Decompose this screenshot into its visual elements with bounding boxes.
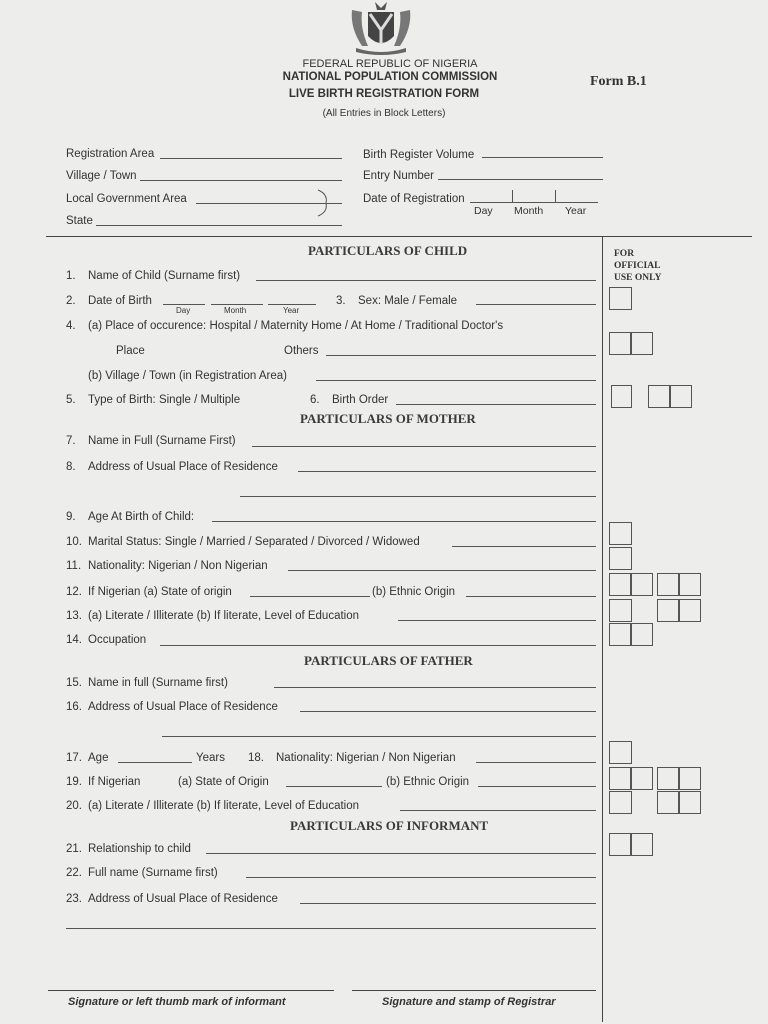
father-education-field[interactable] bbox=[400, 810, 596, 811]
official-box-m-edu-1[interactable] bbox=[657, 599, 680, 622]
mother-occupation-field[interactable] bbox=[160, 645, 596, 646]
q17-label: Age bbox=[88, 752, 109, 764]
official-box-father-nationality[interactable] bbox=[609, 741, 632, 764]
q12b-label: (b) Ethnic Origin bbox=[372, 586, 456, 598]
mother-address-field-2[interactable] bbox=[240, 496, 596, 497]
official-box-f-state-2[interactable] bbox=[630, 767, 653, 790]
official-box-place-2[interactable] bbox=[630, 332, 653, 355]
village-town-label: Village / Town bbox=[66, 170, 137, 182]
official-box-birth-type[interactable] bbox=[611, 385, 632, 408]
mother-ethnic-origin-field[interactable] bbox=[466, 596, 596, 597]
father-nationality-field[interactable] bbox=[476, 762, 596, 763]
q15-label: Name in full (Surname first) bbox=[88, 677, 228, 689]
date-of-registration-label: Date of Registration bbox=[363, 193, 465, 205]
dob-month-label: Month bbox=[224, 306, 247, 315]
official-box-m-ethnic-2[interactable] bbox=[678, 573, 701, 596]
village-town-child-field[interactable] bbox=[316, 380, 596, 381]
official-box-marital[interactable] bbox=[609, 547, 632, 570]
birth-order-field[interactable] bbox=[396, 404, 596, 405]
entry-number-field[interactable] bbox=[438, 179, 603, 180]
official-box-mother-age[interactable] bbox=[609, 522, 632, 545]
official-box-m-state-1[interactable] bbox=[609, 573, 632, 596]
official-column-divider bbox=[602, 237, 603, 1022]
official-box-sex[interactable] bbox=[609, 287, 632, 310]
informant-name-field[interactable] bbox=[246, 877, 596, 878]
official-box-relationship-1[interactable] bbox=[609, 833, 632, 856]
registrar-signature-caption: Signature and stamp of Registrar bbox=[382, 996, 556, 1008]
birth-register-volume-field[interactable] bbox=[482, 157, 603, 158]
place-others-field[interactable] bbox=[326, 355, 596, 356]
form-number: Form B.1 bbox=[590, 74, 647, 89]
q4a-place-label: Place bbox=[116, 345, 145, 357]
q22-label: Full name (Surname first) bbox=[88, 867, 218, 879]
mother-nationality-field[interactable] bbox=[288, 570, 596, 571]
father-name-field[interactable] bbox=[274, 687, 596, 688]
header-note: (All Entries in Block Letters) bbox=[322, 108, 446, 119]
dob-day-field[interactable] bbox=[163, 304, 205, 305]
section-child-title: PARTICULARS OF CHILD bbox=[308, 243, 468, 258]
official-box-m-ethnic-1[interactable] bbox=[657, 573, 680, 596]
father-state-origin-field[interactable] bbox=[286, 786, 382, 787]
child-name-field[interactable] bbox=[256, 280, 596, 281]
q7-label: Name in Full (Surname First) bbox=[88, 435, 236, 447]
reg-month-label: Month bbox=[514, 205, 544, 217]
dob-day-label: Day bbox=[176, 306, 191, 315]
registration-area-field[interactable] bbox=[160, 158, 342, 159]
official-box-m-state-2[interactable] bbox=[630, 573, 653, 596]
official-box-f-ethnic-1[interactable] bbox=[657, 767, 680, 790]
father-age-field[interactable] bbox=[118, 762, 192, 763]
official-box-birth-order-1[interactable] bbox=[648, 385, 671, 408]
official-box-f-edu-1[interactable] bbox=[657, 791, 680, 814]
official-box-occupation-1[interactable] bbox=[609, 623, 632, 646]
informant-relationship-field[interactable] bbox=[206, 853, 596, 854]
section-mother-title: PARTICULARS OF MOTHER bbox=[300, 411, 476, 426]
father-address-field-2[interactable] bbox=[162, 736, 596, 737]
father-address-field-1[interactable] bbox=[300, 711, 596, 712]
sex-field[interactable] bbox=[476, 304, 596, 305]
official-box-f-ethnic-2[interactable] bbox=[678, 767, 701, 790]
official-box-birth-order-2[interactable] bbox=[669, 385, 692, 408]
header-form-title: LIVE BIRTH REGISTRATION FORM bbox=[288, 88, 480, 100]
q5-label: Type of Birth: Single / Multiple bbox=[88, 394, 241, 406]
official-box-m-edu-2[interactable] bbox=[678, 599, 701, 622]
header-republic: FEDERAL REPUBLIC OF NIGERIA bbox=[302, 58, 478, 70]
dob-year-label: Year bbox=[283, 306, 300, 315]
q12a-label: If Nigerian (a) State of origin bbox=[88, 586, 232, 598]
years-label: Years bbox=[196, 752, 225, 764]
mother-state-origin-field[interactable] bbox=[250, 596, 370, 597]
q19a-label: (a) State of Origin bbox=[178, 776, 269, 788]
official-use-l1: FOR bbox=[614, 249, 635, 259]
reg-year-label: Year bbox=[565, 205, 587, 217]
date-of-registration-field[interactable] bbox=[470, 202, 598, 203]
others-label: Others bbox=[284, 345, 319, 357]
q4a-label: (a) Place of occurence: Hospital / Maternity Home / At Home / Traditional Doctor's bbox=[88, 320, 504, 332]
q21-label: Relationship to child bbox=[88, 843, 191, 855]
q3-label: Sex: Male / Female bbox=[358, 295, 458, 307]
q2-label: Date of Birth bbox=[88, 295, 152, 307]
informant-signature-line[interactable] bbox=[48, 990, 334, 991]
official-box-m-literacy[interactable] bbox=[609, 599, 632, 622]
marital-status-field[interactable] bbox=[452, 546, 596, 547]
registrar-signature-line[interactable] bbox=[352, 990, 596, 991]
section-father-title: PARTICULARS OF FATHER bbox=[304, 653, 473, 668]
dob-month-field[interactable] bbox=[211, 304, 263, 305]
birth-register-volume-label: Birth Register Volume bbox=[363, 149, 475, 161]
mother-name-field[interactable] bbox=[252, 446, 596, 447]
official-box-f-literacy[interactable] bbox=[609, 791, 632, 814]
informant-signature-caption: Signature or left thumb mark of informant bbox=[68, 996, 286, 1008]
q9-label: Age At Birth of Child: bbox=[88, 511, 195, 523]
q6-label: Birth Order bbox=[332, 394, 389, 406]
official-box-occupation-2[interactable] bbox=[630, 623, 653, 646]
mother-education-field[interactable] bbox=[398, 620, 596, 621]
q1-label: Name of Child (Surname first) bbox=[88, 270, 241, 282]
entry-number-label: Entry Number bbox=[363, 170, 434, 182]
q13-label: (a) Literate / Illiterate (b) If literate, Level of Education bbox=[88, 610, 360, 622]
official-box-f-edu-2[interactable] bbox=[678, 791, 701, 814]
q10-label: Marital Status: Single / Married / Separated / Divorced / Widowed bbox=[88, 536, 420, 548]
header-commission: NATIONAL POPULATION COMMISSION bbox=[282, 71, 498, 83]
q11-label: Nationality: Nigerian / Non Nigerian bbox=[88, 560, 268, 572]
lga-label: Local Government Area bbox=[66, 193, 187, 205]
registration-area-label: Registration Area bbox=[66, 148, 155, 160]
mother-age-field[interactable] bbox=[212, 521, 596, 522]
q20-label: (a) Literate / Illiterate (b) If literate, Level of Education bbox=[88, 800, 360, 812]
official-use-l3: USE ONLY bbox=[614, 273, 662, 283]
q19b-label: (b) Ethnic Origin bbox=[386, 776, 470, 788]
official-use-l2: OFFICIAL bbox=[614, 261, 661, 271]
informant-address-field-2[interactable] bbox=[66, 928, 596, 929]
father-ethnic-origin-field[interactable] bbox=[478, 786, 596, 787]
official-box-relationship-2[interactable] bbox=[630, 833, 653, 856]
state-field[interactable] bbox=[96, 225, 342, 226]
village-town-field[interactable] bbox=[140, 180, 342, 181]
state-label: State bbox=[66, 215, 93, 227]
q14-label: Occupation bbox=[88, 634, 147, 646]
informant-address-field-1[interactable] bbox=[300, 903, 596, 904]
q4b-label: (b) Village / Town (in Registration Area) bbox=[88, 370, 288, 382]
reg-day-label: Day bbox=[474, 205, 493, 217]
section-informant-title: PARTICULARS OF INFORMANT bbox=[290, 818, 489, 833]
q19-label: If Nigerian bbox=[88, 776, 141, 788]
official-box-place-1[interactable] bbox=[609, 332, 632, 355]
q23-label: Address of Usual Place of Residence bbox=[88, 893, 278, 905]
dob-year-field[interactable] bbox=[268, 304, 316, 305]
q16-label: Address of Usual Place of Residence bbox=[88, 701, 278, 713]
main-section-top-rule bbox=[46, 236, 752, 237]
official-box-f-state-1[interactable] bbox=[609, 767, 632, 790]
mother-address-field-1[interactable] bbox=[298, 471, 596, 472]
bracket-mark bbox=[316, 188, 332, 218]
q8-label: Address of Usual Place of Residence bbox=[88, 461, 278, 473]
q18-label: Nationality: Nigerian / Non Nigerian bbox=[276, 752, 456, 764]
